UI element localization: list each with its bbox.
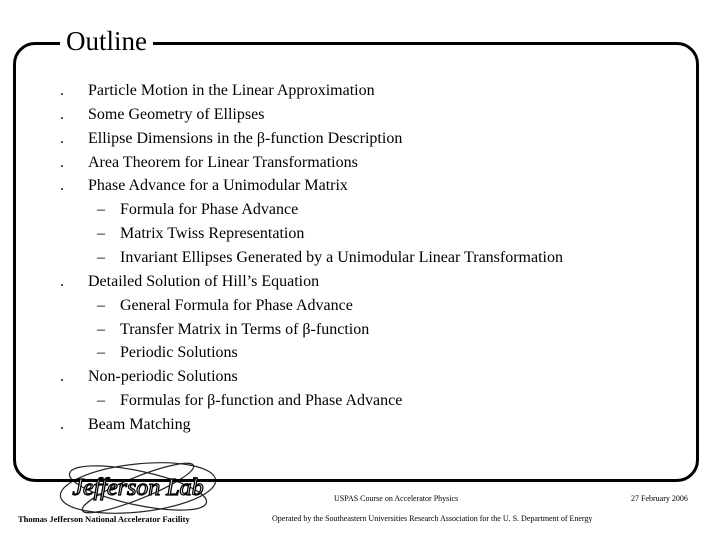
outline-subitem: Transfer Matrix in Terms of β-function [120, 321, 370, 338]
outline-item: Ellipse Dimensions in the β-function Description [88, 130, 403, 147]
dash-marker: – [97, 297, 105, 314]
outline-subitem: Periodic Solutions [120, 344, 238, 361]
dash-marker: – [97, 344, 105, 361]
footer-lab-name: Thomas Jefferson National Accelerator Facility [18, 514, 190, 524]
outline-item: Detailed Solution of Hill’s Equation [88, 273, 320, 290]
bullet-marker: . [60, 416, 64, 433]
bullet-marker: . [60, 273, 64, 290]
bullet-marker: . [60, 106, 64, 123]
outline-item: Non-periodic Solutions [88, 368, 238, 385]
footer-course: USPAS Course on Accelerator Physics [334, 494, 459, 503]
dash-marker: – [97, 321, 105, 338]
outline-item: Beam Matching [88, 416, 191, 433]
outline-subitem: Formulas for β-function and Phase Advance [120, 392, 403, 409]
bullet-marker: . [60, 130, 64, 147]
bullet-marker: . [60, 368, 64, 385]
dash-marker: – [97, 249, 105, 266]
outline-subitem: Matrix Twiss Representation [120, 225, 305, 242]
dash-marker: – [97, 201, 105, 218]
bullet-marker: . [60, 154, 64, 171]
outline-subitem: Invariant Ellipses Generated by a Unimodular Linear Transformation [120, 249, 563, 266]
outline-item: Particle Motion in the Linear Approximation [88, 82, 375, 99]
footer-operated-by: Operated by the Southeastern Universities Research Association for the U. S. Department of Energy [272, 514, 593, 523]
outline-subitem: Formula for Phase Advance [120, 201, 299, 218]
jefferson-lab-logo [55, 459, 221, 517]
bullet-marker: . [60, 82, 64, 99]
bullet-marker: . [60, 177, 64, 194]
outline-item: Phase Advance for a Unimodular Matrix [88, 177, 348, 194]
dash-marker: – [97, 225, 105, 242]
footer-date: 27 February 2006 [631, 494, 688, 503]
outline-subitem: General Formula for Phase Advance [120, 297, 353, 314]
outline-item: Some Geometry of Ellipses [88, 106, 265, 123]
logo-wordmark: Jefferson Lab [72, 475, 204, 501]
slide-title: Outline [60, 24, 153, 58]
outline-item: Area Theorem for Linear Transformations [88, 154, 358, 171]
dash-marker: – [97, 392, 105, 409]
